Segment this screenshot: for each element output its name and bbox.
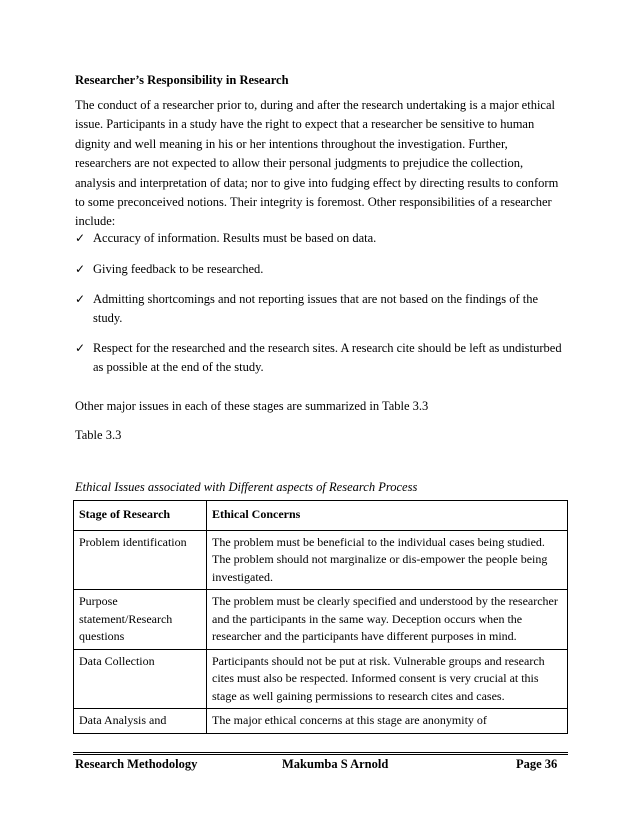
footer-author: Makumba S Arnold xyxy=(282,757,389,771)
table-row xyxy=(74,649,568,709)
summary-line: Other major issues in each of these stages are summarized in Table 3.3 xyxy=(75,399,429,413)
table-row xyxy=(74,590,568,650)
checkmark-icon: ✓ xyxy=(75,231,86,245)
table-row xyxy=(74,530,568,590)
concern-cell: The problem must be beneficial to the individual cases being studied. The problem should not marginalize or dis-empower the people being investigated. xyxy=(207,530,568,590)
checkmark-icon: ✓ xyxy=(75,261,86,276)
list-item-text: Giving feedback to be researched. xyxy=(93,261,264,276)
stage-cell: Problem identification xyxy=(74,530,207,590)
checkmark-icon: ✓ xyxy=(75,292,86,306)
list-item-text: Admitting shortcomings and not reporting issues that are not based on the findings of the study. xyxy=(93,292,539,325)
stage-cell: Purpose statement/Research questions xyxy=(74,590,207,650)
stage-cell: Data Collection xyxy=(74,649,207,709)
section-heading: Researcher’s Responsibility in Research xyxy=(75,73,289,87)
body-paragraph: The conduct of a researcher prior to, during and after the research undertaking is a major ethical issue. Participants in a study have the right to expect that a researcher be sensitive to human dignity and well meaning in his or her intentions throughout the investigation. Further, researchers are not expected to allow their personal judgments to prejudice the collection, analysis and interpretation of data; nor to give into fudging effect by directing results to conform to some preconceived notions. Their integrity is foremost. Other responsibilities of a researcher include: xyxy=(75,98,559,229)
concern-cell: The problem must be clearly specified and understood by the researcher and the participants in the same way. Deception occurs when the researcher and the participants have different purposes in mind. xyxy=(207,590,568,650)
stage-cell: Data Analysis and xyxy=(74,709,207,734)
table-label: Table 3.3 xyxy=(75,428,122,442)
concern-cell: The major ethical concerns at this stage are anonymity of xyxy=(207,709,568,734)
list-item-text: Accuracy of information. Results must be based on data. xyxy=(93,231,377,245)
ethical-issues-table xyxy=(73,500,568,734)
list-item xyxy=(75,260,565,279)
table-row xyxy=(74,709,568,734)
checkmark-icon: ✓ xyxy=(75,341,86,355)
list-item xyxy=(75,290,565,327)
list-item xyxy=(75,229,565,248)
column-header-concerns: Ethical Concerns xyxy=(207,501,568,531)
concern-cell: Participants should not be put at risk. Vulnerable groups and research cites must also be respected. Informed consent is very crucial at this stage as well gaining permissions to research cites and cases. xyxy=(207,649,568,709)
footer-page-number: Page 36 xyxy=(516,757,558,771)
table-caption: Ethical Issues associated with Different aspects of Research Process xyxy=(75,480,418,494)
footer-course-title: Research Methodology xyxy=(75,757,198,771)
footer-divider xyxy=(73,752,568,755)
list-item-text: Respect for the researched and the research sites. A research cite should be left as undisturbed as possible at the end of the study. xyxy=(93,341,562,374)
column-header-stage: Stage of Research xyxy=(74,501,207,531)
list-item xyxy=(75,339,565,376)
responsibility-list xyxy=(75,229,565,388)
table-header-row xyxy=(74,501,568,531)
